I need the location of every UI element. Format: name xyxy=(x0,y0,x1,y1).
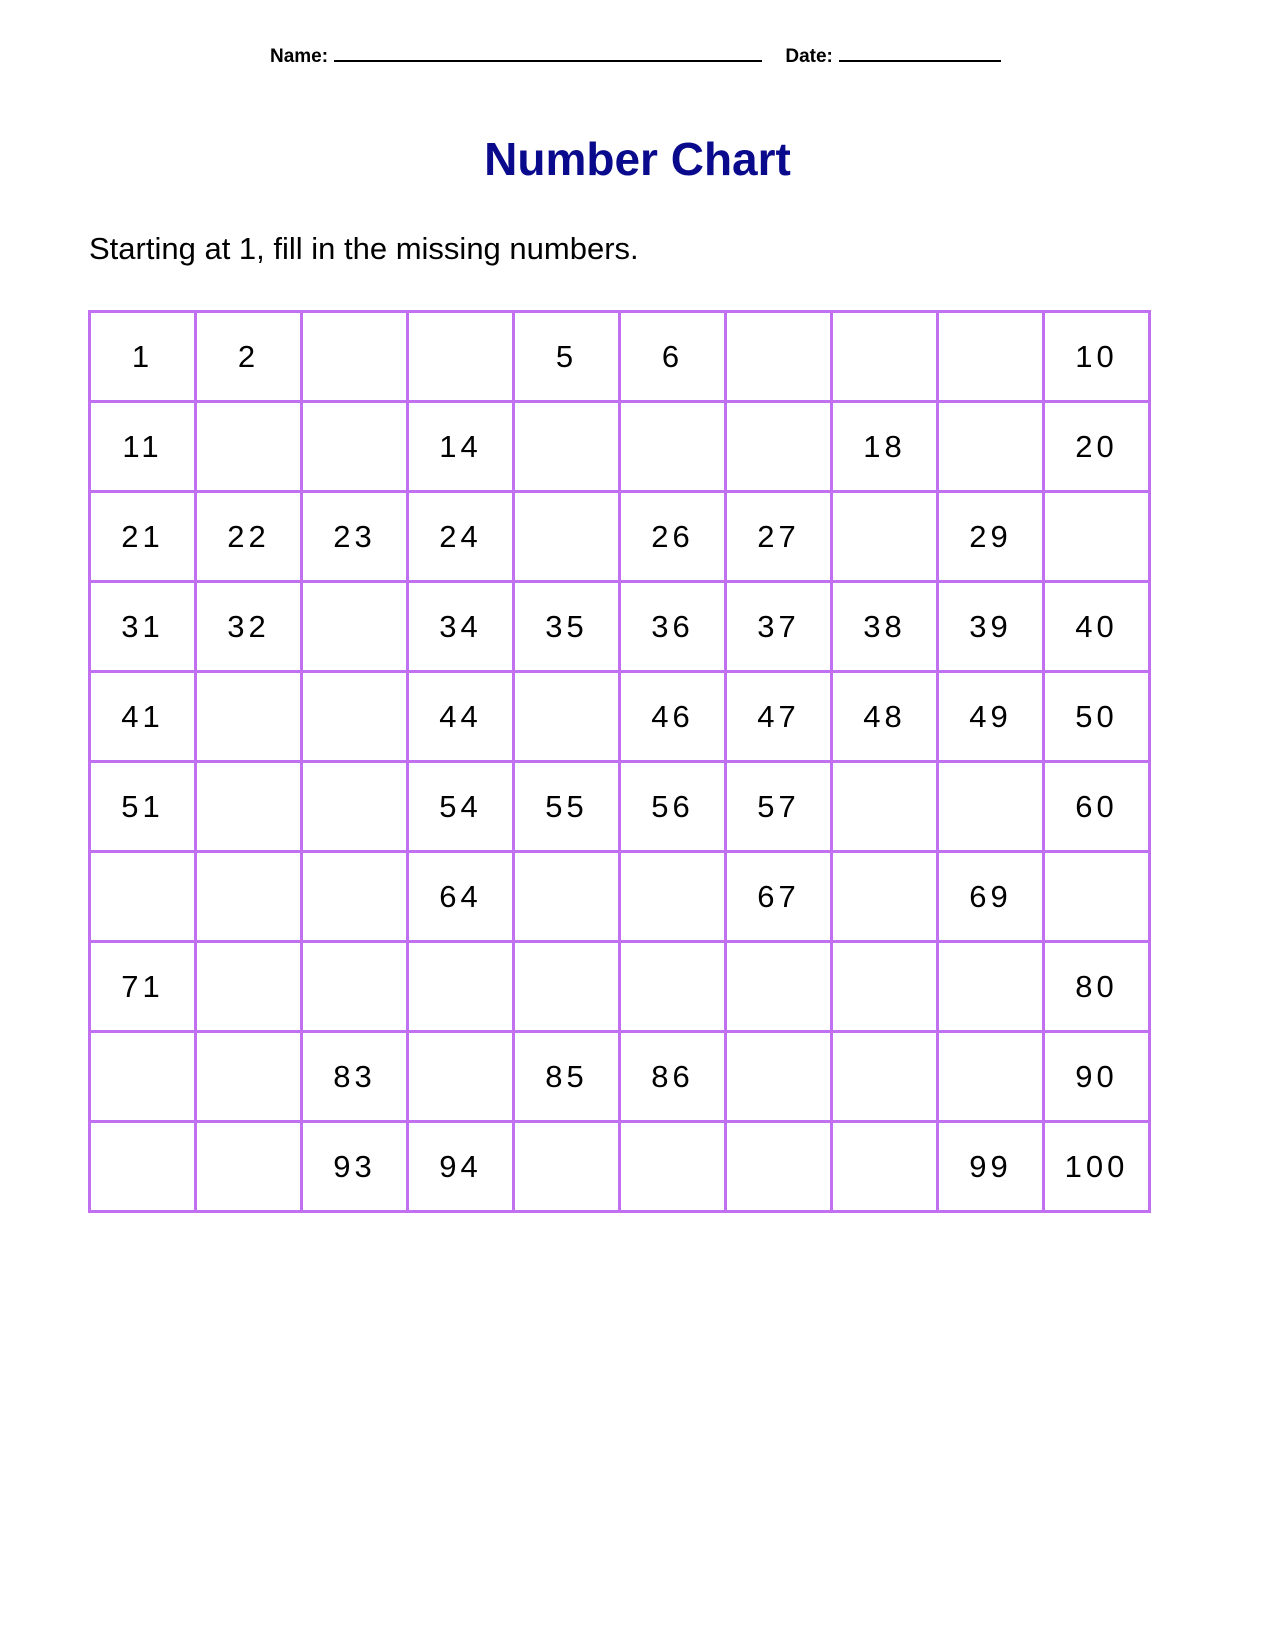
grid-cell: 86 xyxy=(620,1032,726,1122)
grid-cell-blank[interactable] xyxy=(514,492,620,582)
grid-cell: 27 xyxy=(726,492,832,582)
grid-row xyxy=(90,1122,1150,1212)
grid-cell-blank[interactable] xyxy=(302,762,408,852)
grid-cell-blank[interactable] xyxy=(938,942,1044,1032)
grid-cell: 14 xyxy=(408,402,514,492)
grid-cell: 56 xyxy=(620,762,726,852)
grid-cell-blank[interactable] xyxy=(832,1032,938,1122)
grid-cell: 51 xyxy=(90,762,196,852)
grid-cell-blank[interactable] xyxy=(302,942,408,1032)
grid-row xyxy=(90,312,1150,402)
grid-cell-blank[interactable] xyxy=(196,1122,302,1212)
grid-cell: 94 xyxy=(408,1122,514,1212)
grid-row xyxy=(90,762,1150,852)
grid-cell: 83 xyxy=(302,1032,408,1122)
grid-cell-blank[interactable] xyxy=(302,852,408,942)
page-title: Number Chart xyxy=(484,133,791,185)
grid-cell-blank[interactable] xyxy=(938,402,1044,492)
grid-cell-blank[interactable] xyxy=(90,1032,196,1122)
grid-cell-blank[interactable] xyxy=(196,942,302,1032)
grid-cell-blank[interactable] xyxy=(196,852,302,942)
grid-cell-blank[interactable] xyxy=(620,852,726,942)
grid-cell-blank[interactable] xyxy=(620,942,726,1032)
grid-cell: 18 xyxy=(832,402,938,492)
grid-row xyxy=(90,1032,1150,1122)
grid-row xyxy=(90,582,1150,672)
grid-row xyxy=(90,402,1150,492)
grid-cell: 2 xyxy=(196,312,302,402)
grid-cell-blank[interactable] xyxy=(832,942,938,1032)
grid-cell-blank[interactable] xyxy=(408,312,514,402)
grid-cell-blank[interactable] xyxy=(832,492,938,582)
grid-cell: 99 xyxy=(938,1122,1044,1212)
grid-cell-blank[interactable] xyxy=(938,312,1044,402)
grid-cell: 31 xyxy=(90,582,196,672)
grid-cell-blank[interactable] xyxy=(196,402,302,492)
grid-cell: 29 xyxy=(938,492,1044,582)
grid-cell: 50 xyxy=(1044,672,1150,762)
grid-cell-blank[interactable] xyxy=(832,312,938,402)
grid-cell-blank[interactable] xyxy=(514,672,620,762)
grid-cell-blank[interactable] xyxy=(620,1122,726,1212)
grid-cell: 69 xyxy=(938,852,1044,942)
name-field[interactable] xyxy=(334,44,762,62)
grid-cell: 64 xyxy=(408,852,514,942)
grid-cell: 10 xyxy=(1044,312,1150,402)
grid-cell: 57 xyxy=(726,762,832,852)
grid-cell: 71 xyxy=(90,942,196,1032)
grid-cell-blank[interactable] xyxy=(726,312,832,402)
grid-row xyxy=(90,852,1150,942)
grid-cell: 40 xyxy=(1044,582,1150,672)
grid-cell: 67 xyxy=(726,852,832,942)
grid-cell: 24 xyxy=(408,492,514,582)
grid-cell-blank[interactable] xyxy=(196,672,302,762)
grid-cell-blank[interactable] xyxy=(1044,852,1150,942)
grid-cell-blank[interactable] xyxy=(196,762,302,852)
instructions-text: Starting at 1, fill in the missing numbers. xyxy=(89,231,639,266)
grid-row xyxy=(90,942,1150,1032)
grid-cell: 100 xyxy=(1044,1122,1150,1212)
grid-cell: 46 xyxy=(620,672,726,762)
grid-cell: 48 xyxy=(832,672,938,762)
grid-cell: 38 xyxy=(832,582,938,672)
grid-cell-blank[interactable] xyxy=(832,762,938,852)
grid-cell: 21 xyxy=(90,492,196,582)
grid-cell: 47 xyxy=(726,672,832,762)
grid-cell: 93 xyxy=(302,1122,408,1212)
grid-cell-blank[interactable] xyxy=(832,852,938,942)
grid-cell: 41 xyxy=(90,672,196,762)
grid-cell: 22 xyxy=(196,492,302,582)
grid-cell: 20 xyxy=(1044,402,1150,492)
grid-row xyxy=(90,492,1150,582)
number-grid-body xyxy=(90,312,1150,1212)
grid-cell-blank[interactable] xyxy=(1044,492,1150,582)
grid-cell-blank[interactable] xyxy=(514,852,620,942)
grid-cell: 5 xyxy=(514,312,620,402)
date-label: Date: xyxy=(785,46,833,67)
grid-cell-blank[interactable] xyxy=(514,1122,620,1212)
grid-cell-blank[interactable] xyxy=(938,762,1044,852)
grid-cell-blank[interactable] xyxy=(302,312,408,402)
grid-cell: 60 xyxy=(1044,762,1150,852)
grid-cell: 26 xyxy=(620,492,726,582)
grid-cell: 80 xyxy=(1044,942,1150,1032)
grid-cell: 11 xyxy=(90,402,196,492)
grid-cell-blank[interactable] xyxy=(196,1032,302,1122)
grid-row xyxy=(90,672,1150,762)
grid-cell-blank[interactable] xyxy=(514,402,620,492)
grid-cell-blank[interactable] xyxy=(832,1122,938,1212)
number-grid xyxy=(88,310,1151,1213)
grid-cell-blank[interactable] xyxy=(302,672,408,762)
grid-cell-blank[interactable] xyxy=(302,402,408,492)
grid-cell: 44 xyxy=(408,672,514,762)
grid-cell: 54 xyxy=(408,762,514,852)
grid-cell-blank[interactable] xyxy=(726,1122,832,1212)
grid-cell: 35 xyxy=(514,582,620,672)
grid-cell-blank[interactable] xyxy=(726,402,832,492)
grid-cell: 32 xyxy=(196,582,302,672)
date-field[interactable] xyxy=(839,44,1001,62)
grid-cell-blank[interactable] xyxy=(726,1032,832,1122)
grid-cell: 85 xyxy=(514,1032,620,1122)
grid-cell-blank[interactable] xyxy=(938,1032,1044,1122)
grid-cell: 55 xyxy=(514,762,620,852)
grid-cell-blank[interactable] xyxy=(408,942,514,1032)
grid-cell-blank[interactable] xyxy=(90,852,196,942)
grid-cell: 23 xyxy=(302,492,408,582)
grid-cell: 39 xyxy=(938,582,1044,672)
grid-cell: 36 xyxy=(620,582,726,672)
grid-cell: 90 xyxy=(1044,1032,1150,1122)
grid-cell: 1 xyxy=(90,312,196,402)
grid-cell-blank[interactable] xyxy=(90,1122,196,1212)
grid-cell: 49 xyxy=(938,672,1044,762)
header-fields xyxy=(270,44,1001,68)
grid-cell-blank[interactable] xyxy=(302,582,408,672)
grid-cell: 37 xyxy=(726,582,832,672)
grid-cell-blank[interactable] xyxy=(514,942,620,1032)
grid-cell: 34 xyxy=(408,582,514,672)
grid-cell: 6 xyxy=(620,312,726,402)
grid-cell-blank[interactable] xyxy=(726,942,832,1032)
grid-cell-blank[interactable] xyxy=(408,1032,514,1122)
grid-cell-blank[interactable] xyxy=(620,402,726,492)
name-label: Name: xyxy=(270,46,329,67)
